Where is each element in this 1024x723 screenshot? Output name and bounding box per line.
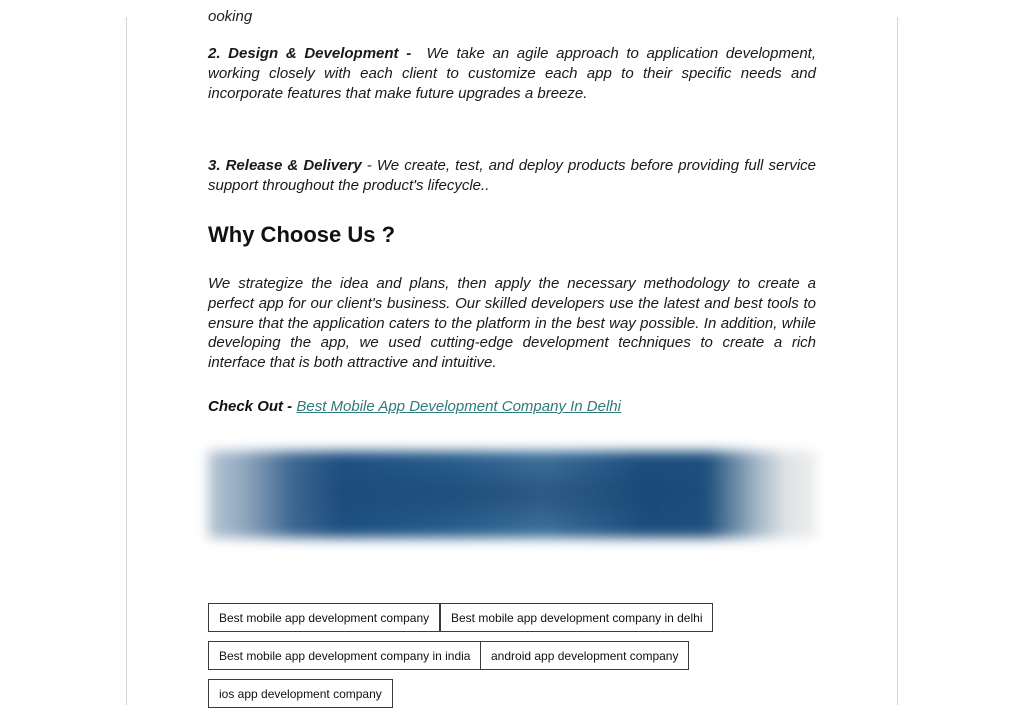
tag-best-mobile-app-development-company-in-india[interactable]: Best mobile app development company in india: [208, 641, 481, 670]
release-delivery-title: 3. Release & Delivery: [208, 157, 362, 174]
why-choose-us-heading: Why Choose Us ?: [208, 222, 396, 247]
release-delivery-paragraph: [208, 156, 816, 196]
check-out-label: Check Out -: [208, 398, 293, 415]
tag-best-mobile-app-development-company-in-delhi[interactable]: Best mobile app development company in delhi: [440, 603, 713, 632]
blurred-banner-image: [208, 451, 816, 538]
why-choose-us-text: We strategize the idea and plans, then apply the necessary methodology to create a perfect app for our client's business. Our skilled developers use the latest and best tools to ensure that the application caters to the platform in the best way possible. In addition, while developing the app, we used cutting-edge development techniques to create a rich interface that is both attractive and intuitive.: [208, 275, 816, 372]
post-frame: [126, 8, 898, 705]
design-development-paragraph: [208, 44, 816, 103]
release-delivery-text: - We create, test, and deploy products before providing full service support throughout the product's lifecycle..: [208, 157, 816, 194]
tag-ios-app-development-company[interactable]: ios app development company: [208, 679, 393, 708]
design-development-title: 2. Design & Development -: [208, 45, 412, 62]
design-development-text: We take an agile approach to application development, working closely with each client to customize each app to their specific needs and incorporate features that make future upgrades a breeze.: [208, 45, 816, 102]
tag-best-mobile-app-development-company[interactable]: Best mobile app development company: [208, 603, 440, 632]
check-out-line: [208, 397, 621, 417]
truncated-text-line: ooking: [208, 8, 253, 25]
tag-android-app-development-company[interactable]: android app development company: [480, 641, 689, 670]
best-company-delhi-link[interactable]: Best Mobile App Development Company In Delhi: [296, 398, 621, 415]
